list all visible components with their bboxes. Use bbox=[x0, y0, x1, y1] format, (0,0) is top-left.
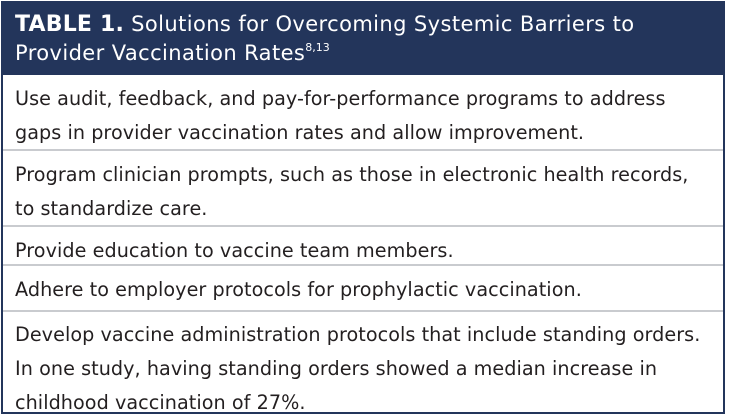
table-row: Adhere to employer protocols for prophylactic vaccination. bbox=[3, 266, 723, 312]
citation-superscript: 8,13 bbox=[305, 41, 330, 54]
table-row: Use audit, feedback, and pay-for-performance programs to address gaps in provider vaccination rates and allow improvement. bbox=[3, 75, 723, 151]
table-row: Develop vaccine administration protocols that include standing orders. In one study, having standing orders showed a median increase in childhood vaccination of 27%. bbox=[15, 323, 701, 414]
solutions-table bbox=[1, 1, 725, 414]
table-label: TABLE 1. bbox=[15, 12, 125, 37]
table-row: Program clinician prompts, such as those in electronic health records, to standardize care. bbox=[3, 151, 723, 227]
table-row: Provide education to vaccine team members. bbox=[3, 227, 723, 266]
table-header bbox=[3, 3, 723, 75]
table-title: Solutions for Overcoming Systemic Barriers to Provider Vaccination Rates bbox=[15, 12, 635, 65]
